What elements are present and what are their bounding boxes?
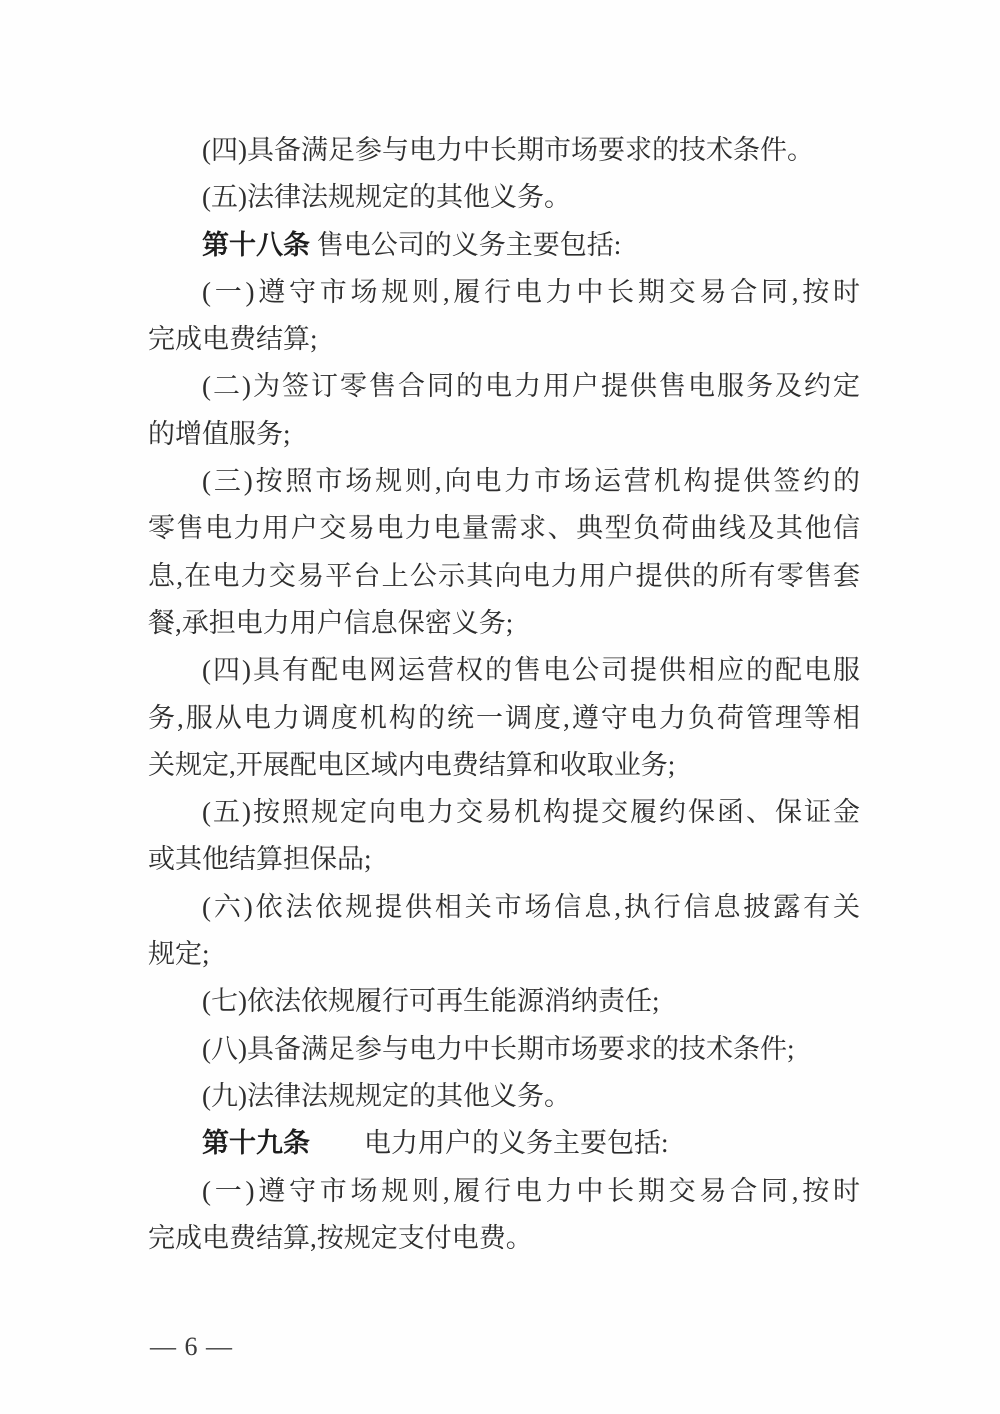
paragraph [148,174,860,221]
paragraph [148,269,860,364]
article-intro: 售电公司的义务主要包括: [316,229,622,260]
text-line: (五)法律法规规定的其他义务。 [202,182,571,213]
text-line: 务,服从电力调度机构的统一调度,遵守电力负荷管理等相 [148,702,860,733]
text-line: (四)具有配电网运营权的售电公司提供相应的配电服 [202,655,860,686]
paragraph [148,647,860,789]
text-line: (四)具备满足参与电力中长期市场要求的技术条件。 [202,135,814,165]
page-number: — 6 — [150,1332,233,1361]
text-line [148,1120,860,1167]
text-line: (一)遵守市场规则,履行电力中长期交易合同,按时 [202,1175,860,1206]
text-line [148,222,860,269]
paragraph [148,458,860,647]
article-heading: 第十九条 [202,1128,310,1159]
heading-gap [310,1128,364,1158]
document-body [148,127,860,1262]
text-line: 息,在电力交易平台上公示其向电力用户提供的所有零售套 [148,560,860,591]
paragraph [148,363,860,458]
text-line: 完成电费结算; [148,324,318,355]
paragraph [148,978,860,1025]
text-line: 的增值服务; [148,418,291,449]
paragraph [148,127,860,174]
text-line: 餐,承担电力用户信息保密义务; [148,607,514,638]
text-line: 关规定,开展配电区域内电费结算和收取业务; [148,749,676,780]
text-line: (九)法律法规规定的其他义务。 [202,1080,571,1111]
paragraph [148,1073,860,1120]
text-line: (三)按照市场规则,向电力市场运营机构提供签约的 [202,466,860,497]
text-line: 规定; [148,939,210,970]
article-intro: 电力用户的义务主要包括: [364,1128,669,1159]
text-line: (二)为签订零售合同的电力用户提供售电服务及约定 [202,371,860,402]
article-heading: 第十八条 [202,229,310,260]
paragraph-article-18 [148,222,860,269]
text-line: 零售电力用户交易电力电量需求、典型负荷曲线及其他信 [148,513,860,544]
text-line: 完成电费结算,按规定支付电费。 [148,1222,533,1253]
paragraph [148,884,860,979]
text-line: (一)遵守市场规则,履行电力中长期交易合同,按时 [202,276,860,307]
text-line: 或其他结算担保品; [148,844,372,875]
text-line: (五)按照规定向电力交易机构提交履约保函、保证金 [202,797,860,828]
paragraph [148,1168,860,1263]
paragraph [148,1026,860,1073]
text-line: (八)具备满足参与电力中长期市场要求的技术条件; [202,1033,795,1064]
text-line: (七)依法依规履行可再生能源消纳责任; [202,986,660,1017]
heading-gap [310,230,317,260]
text-line: (六)依法依规提供相关市场信息,执行信息披露有关 [202,891,860,922]
paragraph [148,789,860,884]
paragraph-article-19 [148,1120,860,1167]
